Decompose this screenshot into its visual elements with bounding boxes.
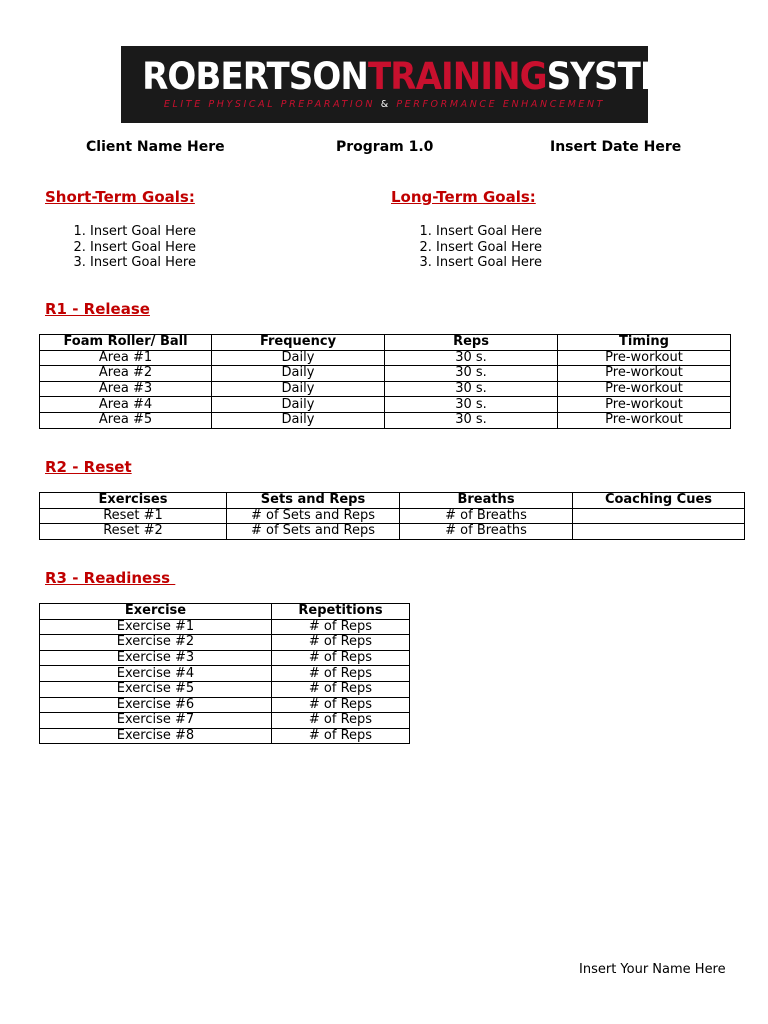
table-cell: Exercise #7 — [40, 713, 272, 729]
table-cell: 30 s. — [385, 397, 558, 413]
table-row — [40, 728, 410, 744]
long-term-goals-title: Long-Term Goals: — [391, 188, 536, 206]
column-header: Breaths — [400, 493, 573, 509]
list-item: 3. Insert Goal Here — [90, 255, 196, 271]
table-cell: Reset #2 — [40, 524, 227, 540]
table-row — [40, 397, 731, 413]
table-row — [40, 650, 410, 666]
table-row — [40, 508, 745, 524]
column-header: Sets and Reps — [227, 493, 400, 509]
logo-tagline: ELITE PHYSICAL PREPARATION & PERFORMANCE ENHANCEMENT — [163, 99, 606, 110]
column-header: Exercises — [40, 493, 227, 509]
table-cell: 30 s. — [385, 412, 558, 428]
table-row — [40, 666, 410, 682]
table-cell: # of Breaths — [400, 524, 573, 540]
table-cell: # of Reps — [272, 666, 410, 682]
list-item: 1. Insert Goal Here — [436, 224, 542, 240]
column-header: Repetitions — [272, 604, 410, 620]
table-cell: Pre-workout — [558, 366, 731, 382]
table-cell: Daily — [212, 381, 385, 397]
r3-readiness-table — [39, 603, 410, 744]
r1-release-table — [39, 334, 731, 429]
table-cell: Area #5 — [40, 412, 212, 428]
table-cell: # of Reps — [272, 697, 410, 713]
long-term-goals-list — [391, 224, 542, 271]
table-row — [40, 635, 410, 651]
table-cell: # of Sets and Reps — [227, 508, 400, 524]
table-cell: 30 s. — [385, 381, 558, 397]
table-header-row — [40, 493, 745, 509]
table-cell: Area #4 — [40, 397, 212, 413]
table-cell: Reset #1 — [40, 508, 227, 524]
program-date: Insert Date Here — [550, 139, 682, 155]
table-cell: Pre-workout — [558, 350, 731, 366]
robertson-training-systems-logo — [121, 46, 719, 123]
table-cell: Daily — [212, 366, 385, 382]
table-cell: 30 s. — [385, 350, 558, 366]
r1-release-title: R1 - Release — [45, 300, 150, 318]
table-row — [40, 366, 731, 382]
table-cell: Exercise #6 — [40, 697, 272, 713]
table-cell: Daily — [212, 412, 385, 428]
list-item: 2. Insert Goal Here — [90, 240, 196, 256]
table-cell: Pre-workout — [558, 397, 731, 413]
table-cell: Pre-workout — [558, 381, 731, 397]
table-cell: # of Breaths — [400, 508, 573, 524]
table-cell: # of Sets and Reps — [227, 524, 400, 540]
table-row — [40, 381, 731, 397]
table-header-row — [40, 335, 731, 351]
table-row — [40, 619, 410, 635]
column-header: Frequency — [212, 335, 385, 351]
table-cell: Exercise #5 — [40, 681, 272, 697]
table-cell: Exercise #3 — [40, 650, 272, 666]
author-name: Insert Your Name Here — [579, 962, 726, 977]
table-cell: # of Reps — [272, 681, 410, 697]
column-header: Foam Roller/ Ball — [40, 335, 212, 351]
column-header: Timing — [558, 335, 731, 351]
table-cell: Area #1 — [40, 350, 212, 366]
table-cell: 30 s. — [385, 366, 558, 382]
list-item: 1. Insert Goal Here — [90, 224, 196, 240]
table-cell: Daily — [212, 350, 385, 366]
short-term-goals-list — [45, 224, 196, 271]
table-cell: # of Reps — [272, 635, 410, 651]
table-cell: Exercise #2 — [40, 635, 272, 651]
table-cell: Exercise #8 — [40, 728, 272, 744]
table-cell: Pre-workout — [558, 412, 731, 428]
table-cell — [573, 524, 745, 540]
table-cell: Exercise #1 — [40, 619, 272, 635]
column-header: Reps — [385, 335, 558, 351]
table-row — [40, 681, 410, 697]
table-row — [40, 524, 745, 540]
table-header-row — [40, 604, 410, 620]
table-cell: Area #3 — [40, 381, 212, 397]
table-row — [40, 713, 410, 729]
list-item: 3. Insert Goal Here — [436, 255, 542, 271]
logo-wordmark: ROBERTSONTRAININGSYSTEMS — [142, 55, 719, 98]
program-version: Program 1.0 — [336, 139, 434, 155]
table-row — [40, 412, 731, 428]
table-row — [40, 350, 731, 366]
table-cell: # of Reps — [272, 713, 410, 729]
table-cell: # of Reps — [272, 728, 410, 744]
column-header: Coaching Cues — [573, 493, 745, 509]
list-item: 2. Insert Goal Here — [436, 240, 542, 256]
client-name: Client Name Here — [86, 139, 225, 155]
short-term-goals-title: Short-Term Goals: — [45, 188, 195, 206]
table-cell: # of Reps — [272, 619, 410, 635]
r2-reset-title: R2 - Reset — [45, 458, 132, 476]
table-cell: Daily — [212, 397, 385, 413]
column-header: Exercise — [40, 604, 272, 620]
table-cell: Area #2 — [40, 366, 212, 382]
table-cell: # of Reps — [272, 650, 410, 666]
r3-readiness-title: R3 - Readiness — [45, 569, 176, 587]
r2-reset-table — [39, 492, 745, 540]
table-cell: Exercise #4 — [40, 666, 272, 682]
table-cell — [573, 508, 745, 524]
table-row — [40, 697, 410, 713]
